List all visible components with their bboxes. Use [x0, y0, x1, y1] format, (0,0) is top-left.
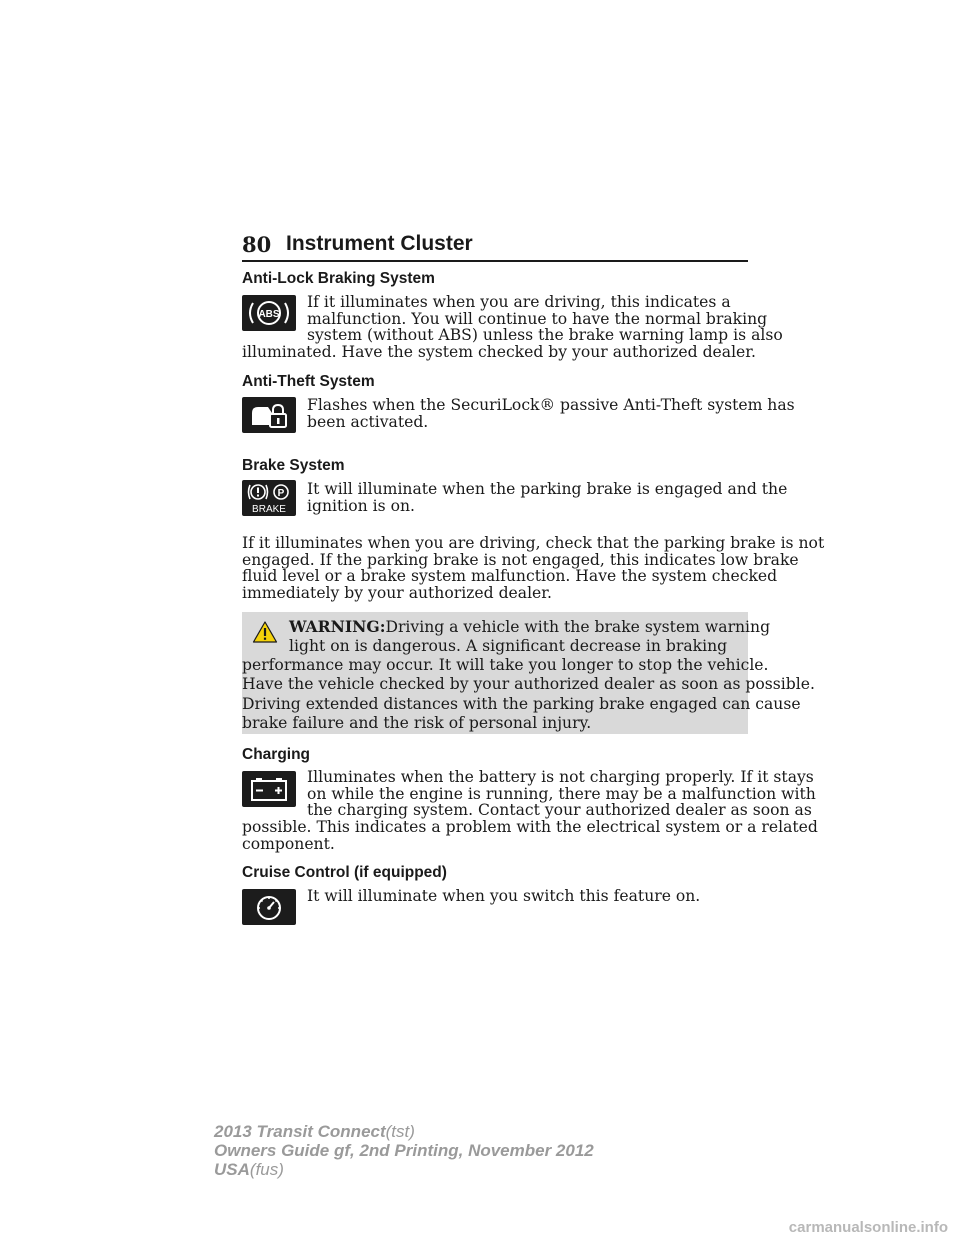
warning-first-lines: WARNING:Driving a vehicle with the brake system warning light on is dangerous. A significant decrease in braking [289, 617, 771, 656]
section-heading-cruise: Cruise Control (if equipped) [242, 864, 447, 881]
abs-text: If it illuminates when you are driving, this indicates a malfunction. You will continue to have the normal braking system (without ABS) unless the brake warning lamp is also [307, 293, 783, 345]
anti-theft-lock-icon [242, 397, 296, 433]
page-title: Instrument Cluster [286, 232, 473, 255]
battery-icon [242, 771, 296, 807]
svg-text:BRAKE: BRAKE [252, 504, 286, 515]
section-heading-charging: Charging [242, 746, 311, 763]
charging-text: Illuminates when the battery is not charging properly. If it stays on while the engine is running, there may be a malfunction with the charging system. Contact your authorized dealer as soon as [307, 768, 816, 820]
antitheft-text: Flashes when the SecuriLock® passive Anti-Theft system has been activated. [307, 396, 795, 431]
header-rule [242, 260, 748, 262]
cruise-control-icon [242, 889, 296, 925]
section-heading-antitheft: Anti-Theft System [242, 373, 375, 390]
section-heading-abs: Anti-Lock Braking System [242, 270, 435, 287]
warning-text: performance may occur. It will take you longer to stop the vehicle. Have the vehicle checked by your authorized dealer as soon as possible. Driving extended distances with the parking brake engaged can cause brake failure and the risk of personal injury. [242, 656, 815, 733]
footer-info: 2013 Transit Connect(tst) Owners Guide gf, 2nd Printing, November 2012 USA(fus) [214, 1122, 594, 1179]
watermark: carmanualsonline.info [788, 1219, 948, 1236]
brake-text: It will illuminate when the parking brake is engaged and the ignition is on. [307, 480, 788, 515]
charging-text-cont: possible. This indicates a problem with the electrical system or a related component. [242, 818, 818, 853]
warning-triangle-icon [252, 620, 278, 644]
brake-paragraph: If it illuminates when you are driving, check that the parking brake is not engaged. If the parking brake is not engaged, this indicates low brake fluid level or a brake system malfunction. Have the system checked immediately by your authorized dealer. [242, 534, 825, 602]
brake-warning-icon [242, 480, 296, 516]
page-number: 80 [242, 232, 272, 257]
svg-text:P: P [277, 488, 285, 499]
svg-text:ABS: ABS [258, 309, 280, 320]
section-heading-brake: Brake System [242, 457, 345, 474]
cruise-text: It will illuminate when you switch this feature on. [307, 887, 701, 905]
warning-label: WARNING: [289, 617, 386, 636]
abs-text-cont: illuminated. Have the system checked by your authorized dealer. [242, 343, 756, 361]
abs-icon [242, 295, 296, 331]
